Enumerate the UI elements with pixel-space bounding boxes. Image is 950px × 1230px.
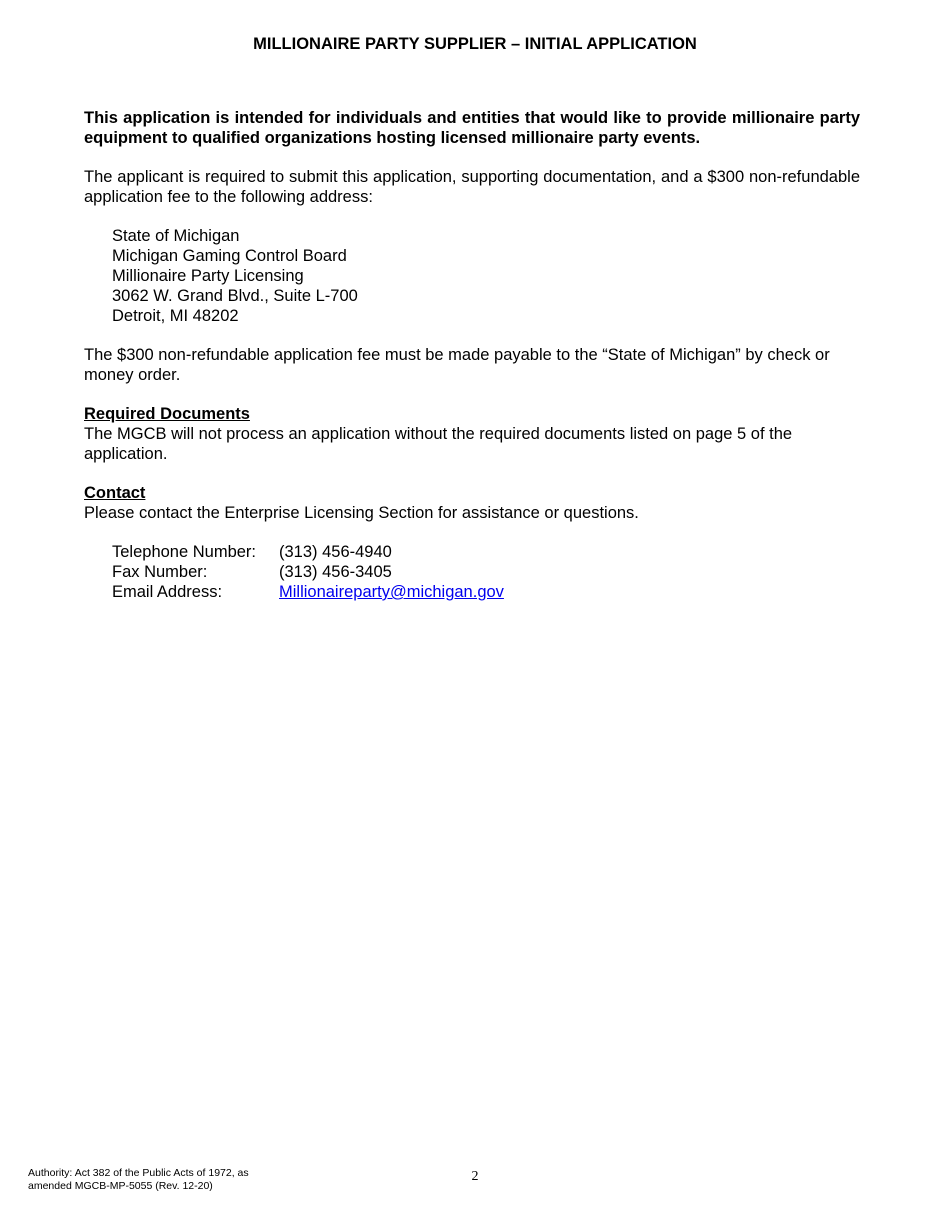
document-body (84, 108, 860, 602)
page-number: 2 (471, 1169, 479, 1184)
fee-paragraph: The $300 non-refundable application fee must be made payable to the “State of Michigan” by check or money order. (84, 346, 830, 384)
address-line: Millionaire Party Licensing (112, 267, 304, 285)
email-cell (279, 582, 504, 602)
intro-paragraph: This application is intended for individuals and entities that would like to provide millionaire party equipment to qualified organizations hosting licensed millionaire party events. (84, 109, 860, 147)
required-documents-text: The MGCB will not process an application without the required documents listed on page 5 of the application. (84, 425, 793, 463)
contact-heading: Contact (84, 484, 146, 502)
address-line: 3062 W. Grand Blvd., Suite L-700 (112, 287, 358, 305)
telephone-value: (313) 456-4940 (279, 543, 392, 561)
contact-row-telephone (112, 542, 504, 562)
contact-table (112, 542, 504, 602)
required-documents-heading: Required Documents (84, 405, 250, 423)
contact-row-fax (112, 562, 504, 582)
page-title: MILLIONAIRE PARTY SUPPLIER – INITIAL APPLICATION (253, 35, 697, 53)
email-label: Email Address: (112, 583, 223, 601)
submission-instructions: The applicant is required to submit this application, supporting documentation, and a $300 non-refundable application fee to the following address: (84, 168, 860, 206)
fax-value: (313) 456-3405 (279, 563, 392, 581)
authority-line: Authority: Act 382 of the Public Acts of 1972, as (28, 1167, 249, 1179)
telephone-label: Telephone Number: (112, 543, 257, 561)
address-line: State of Michigan (112, 227, 240, 245)
mailing-address (112, 226, 860, 326)
email-link[interactable]: Millionaireparty@michigan.gov (279, 583, 504, 601)
address-line: Detroit, MI 48202 (112, 307, 239, 325)
contact-text: Please contact the Enterprise Licensing Section for assistance or questions. (84, 504, 639, 522)
contact-row-email (112, 582, 504, 602)
address-line: Michigan Gaming Control Board (112, 247, 347, 265)
authority-line: amended MGCB-MP-5055 (Rev. 12-20) (28, 1180, 213, 1192)
fax-label: Fax Number: (112, 563, 208, 581)
